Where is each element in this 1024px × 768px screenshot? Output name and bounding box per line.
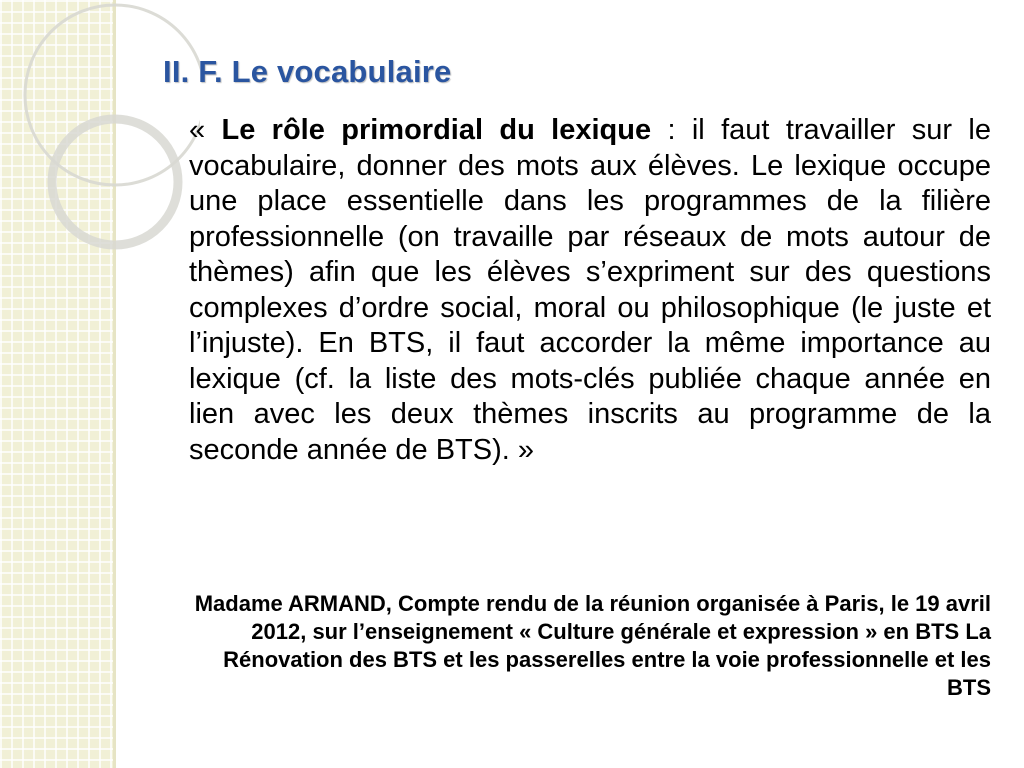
quote-emphasis: Le rôle primordial du lexique: [221, 114, 652, 146]
quote-paragraph: [189, 113, 991, 468]
quote-body: : il faut travailler sur le vocabulaire, donner des mots aux élèves. Le lexique occupe une place essentielle dans les programmes de la filière professionnelle (on travaille par réseaux de mots autour de thèmes) afin que les élèves s’expriment sur des questions complexes d’ordre social, moral ou philosophique (le juste et l’injuste). En BTS, il faut accorder la même importance au lexique (cf. la liste des mots-clés publiée chaque année en lien avec les deux thèmes inscrits au programme de la seconde année de BTS). »: [189, 114, 991, 466]
quote-open-mark: «: [189, 114, 222, 146]
citation: Madame ARMAND, Compte rendu de la réunion organisée à Paris, le 19 avril 2012, sur l’enseignement « Culture générale et expression » en BTS La Rénovation des BTS et les passerelles entre la voie professionnelle et les BTS: [194, 591, 991, 700]
slide-title: II. F. Le vocabulaire: [163, 54, 452, 89]
decorative-rings: [0, 0, 200, 320]
